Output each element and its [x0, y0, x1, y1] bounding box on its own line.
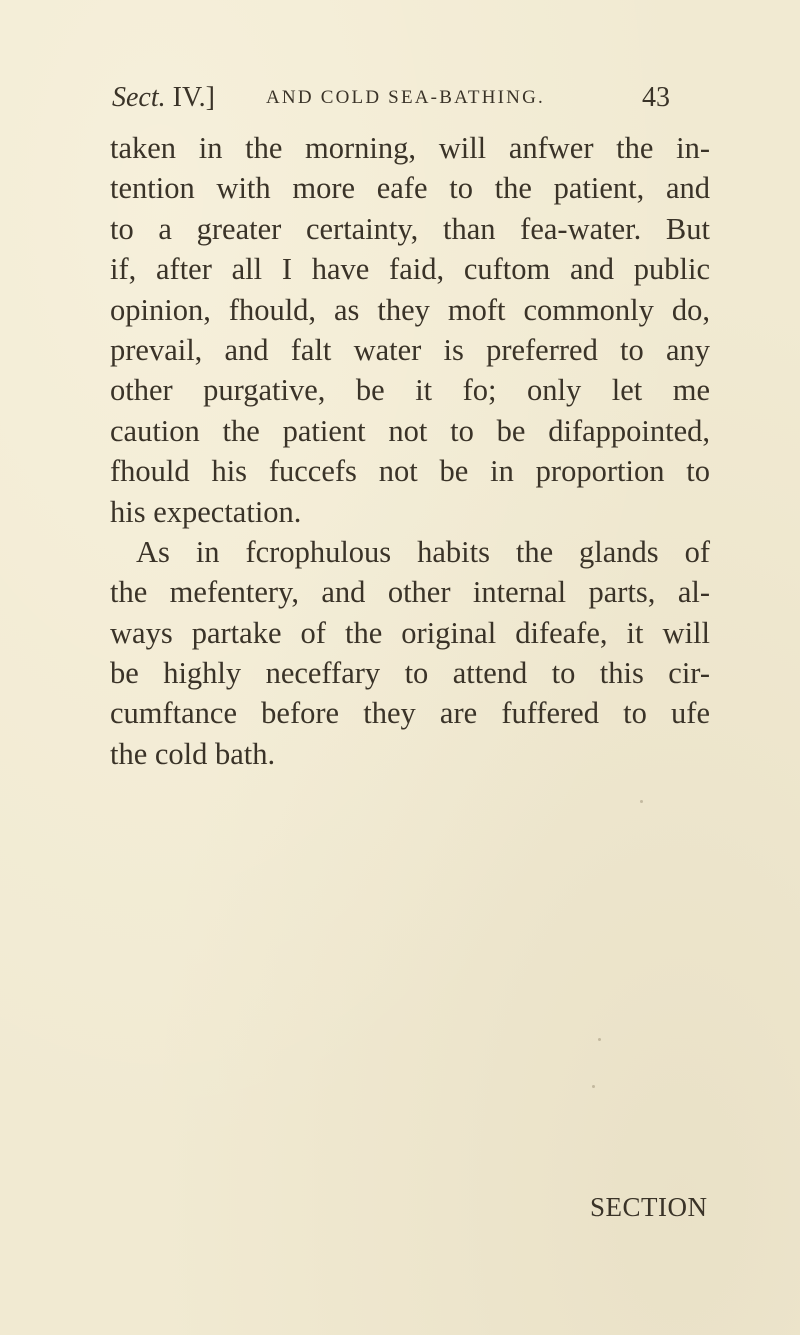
running-title: AND COLD SEA-BATHING. — [266, 87, 545, 108]
text-line-9: fhould his fuccefs not be in proportion to — [110, 454, 710, 489]
paper-speck — [598, 1038, 601, 1041]
text-line-10: his expectation. — [110, 494, 302, 529]
text-line-5: opinion, fhould, as they moft commonly do, — [110, 292, 710, 327]
text-line-3: to a greater certainty, than fea-water. But — [110, 211, 710, 246]
text-line-7: other purgative, be it fo; only let me — [110, 373, 710, 408]
text-line-6: prevail, and falt water is preferred to any — [110, 332, 710, 367]
body-text — [110, 128, 710, 774]
text-line-4: if, after all I have faid, cuftom and public — [110, 252, 710, 287]
section-reference — [112, 78, 215, 118]
paper-speck — [640, 800, 643, 803]
catchword: SECTION — [590, 1192, 708, 1222]
text-line-8: caution the patient not to be difappointed, — [110, 413, 710, 448]
section-abbrev: Sect. — [112, 82, 166, 113]
text-line-2: tention with more eafe to the patient, and — [110, 171, 710, 206]
text-line-15: cumftance before they are fuffered to ufe — [110, 696, 710, 731]
section-number: IV.] — [165, 82, 215, 113]
text-line-14: be highly neceffary to attend to this cir- — [110, 656, 710, 691]
text-line-12: the mefentery, and other internal parts, al- — [110, 575, 710, 610]
text-line-11: As in fcrophulous habits the glands of — [136, 534, 710, 569]
paper-speck — [592, 1085, 595, 1088]
page-number: 43 — [642, 82, 670, 113]
text-line-1: taken in the morning, will anfwer the in- — [110, 131, 710, 165]
text-line-13: ways partake of the original difeafe, it will — [110, 615, 710, 650]
running-head — [112, 78, 712, 118]
text-line-16: the cold bath. — [110, 736, 276, 771]
